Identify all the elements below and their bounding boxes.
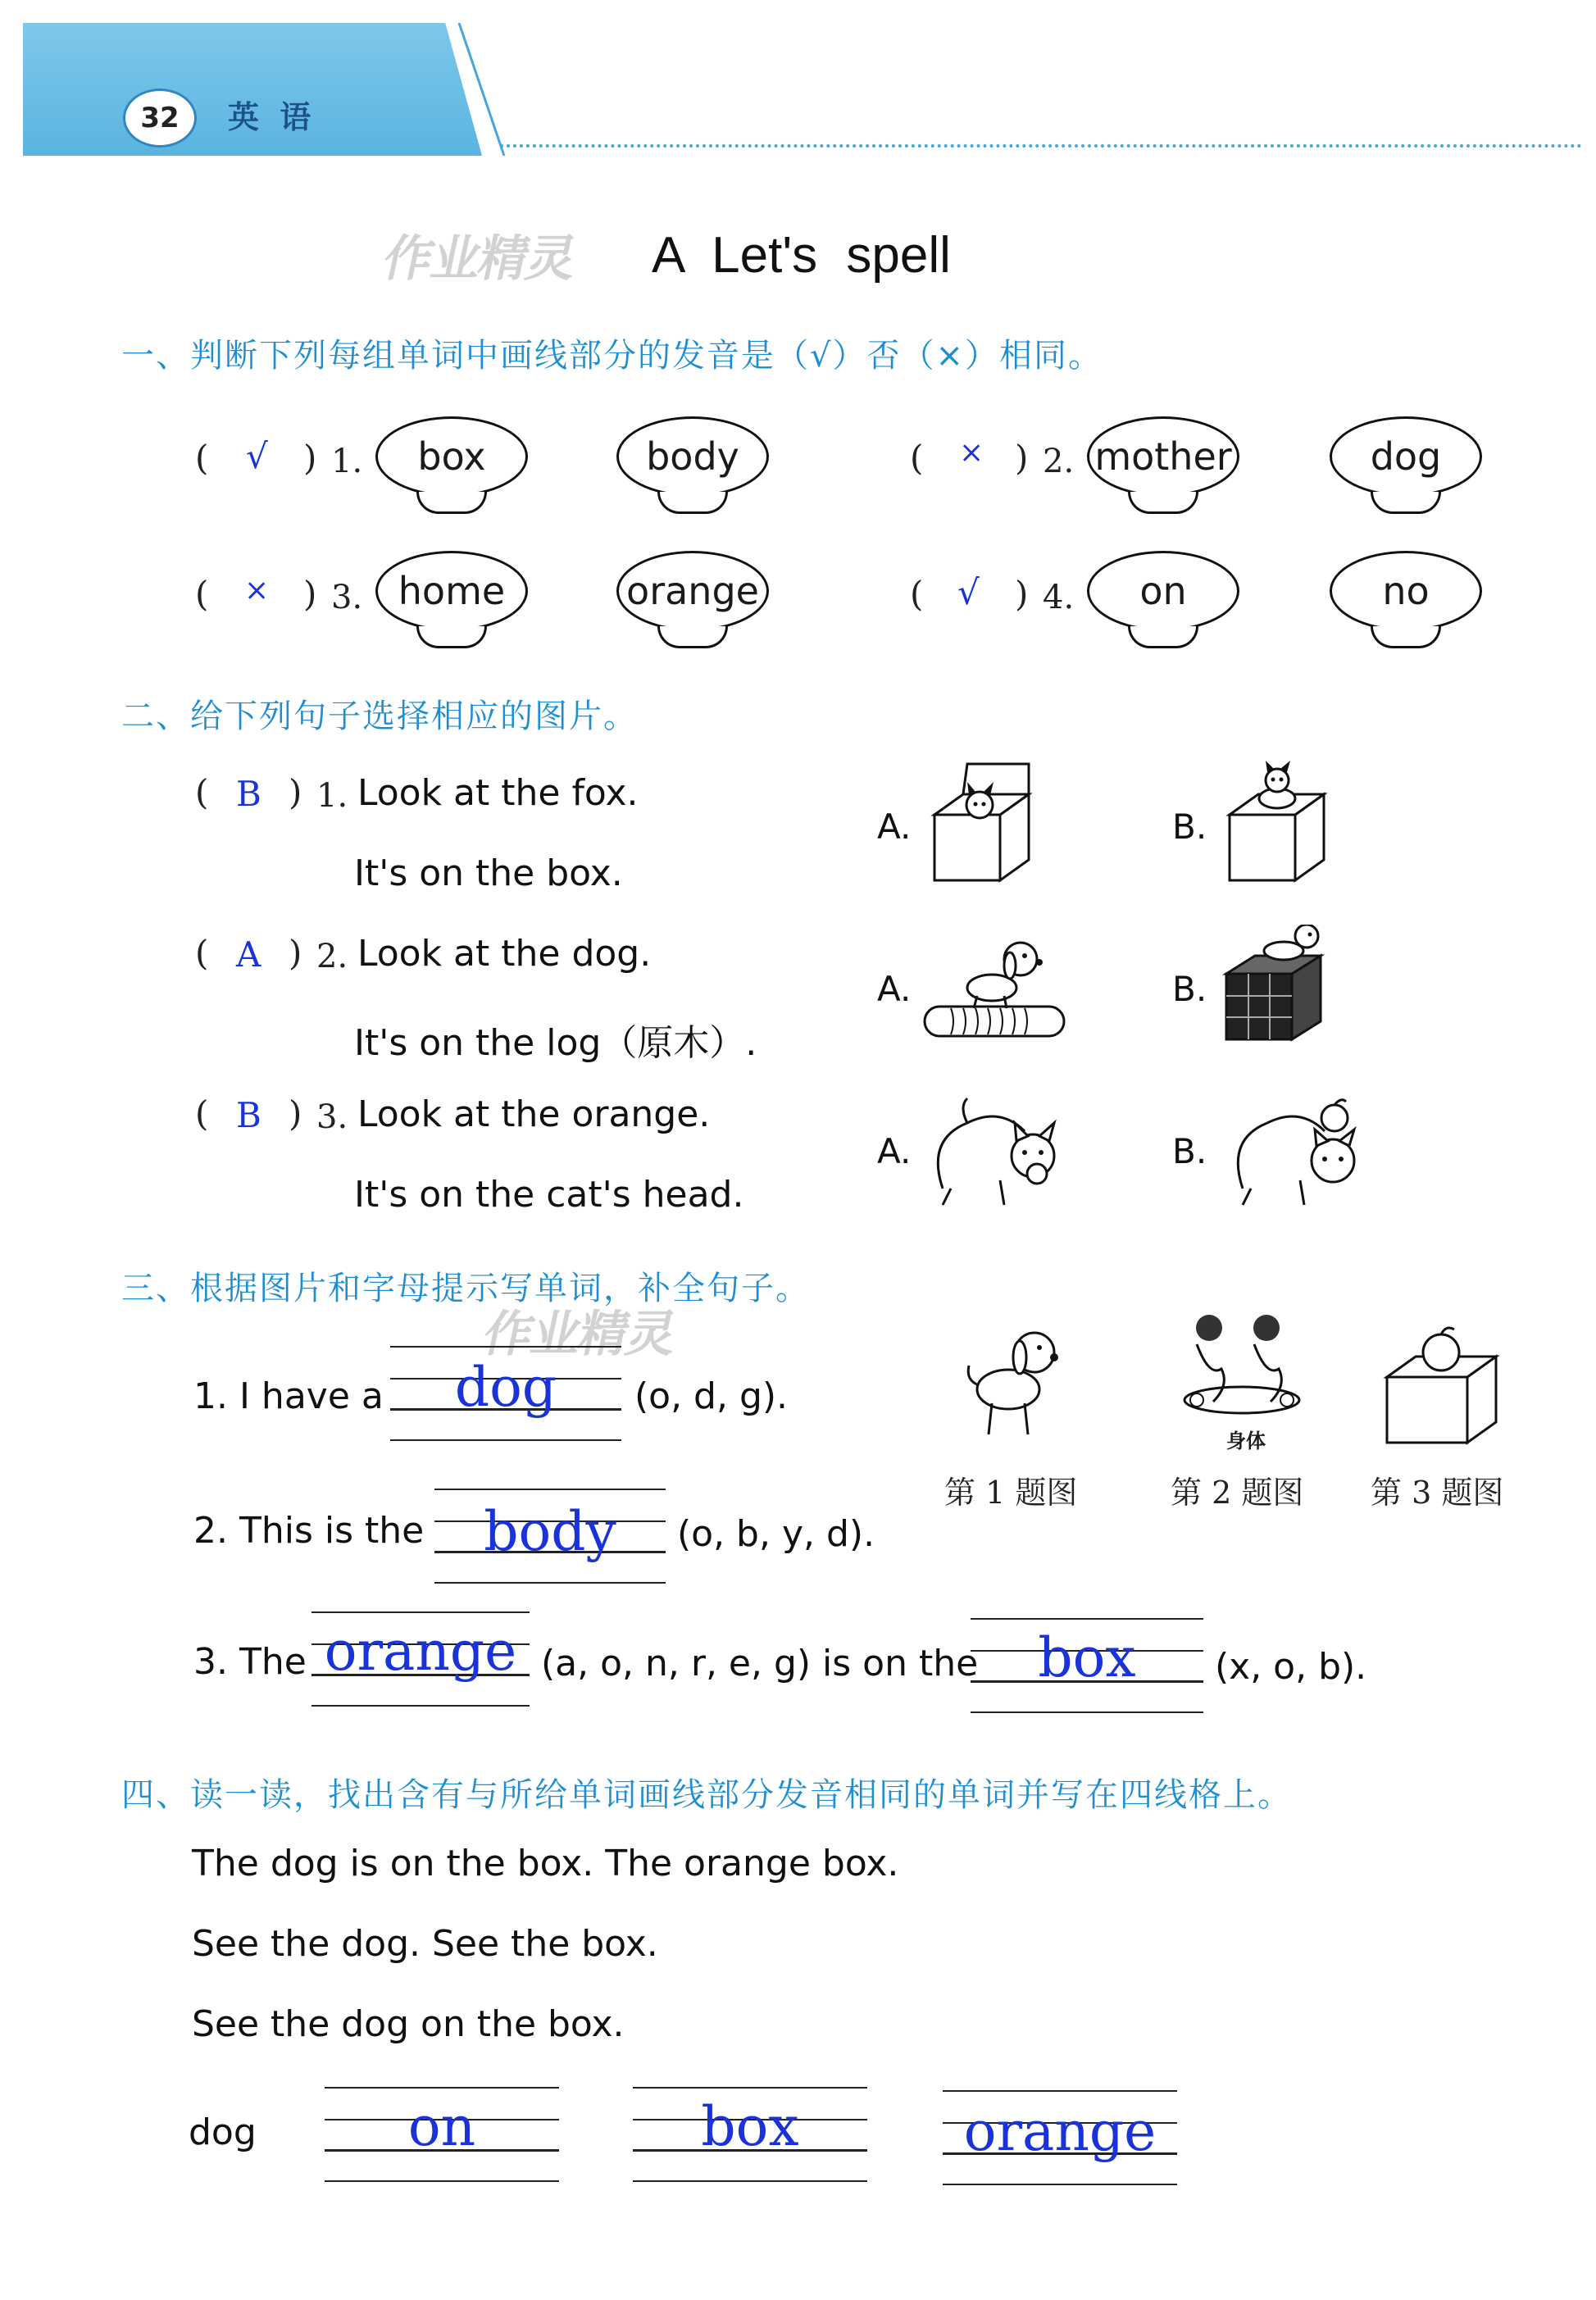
- answer-word: orange: [324, 1620, 517, 1683]
- cat-orange-head-picture: [1218, 1090, 1374, 1213]
- option-a-label: A.: [877, 1131, 912, 1171]
- answer-mark: ×: [244, 574, 270, 607]
- answer-paren: ): [303, 574, 317, 614]
- answer-paren: (: [910, 438, 924, 478]
- answer-word: body: [484, 1500, 616, 1563]
- page-number: 32: [123, 89, 197, 148]
- word: home: [398, 569, 506, 613]
- option-a-label: A.: [877, 969, 912, 1009]
- sentence: Look at the dog.: [357, 933, 652, 975]
- section-1-heading: 一、判断下列每组单词中画线部分的发音是（√）否（×）相同。: [121, 337, 1103, 375]
- answer-letter: B: [236, 774, 261, 814]
- answer-letter: B: [236, 1095, 261, 1135]
- item-number: 3.: [316, 1098, 348, 1136]
- answer-paren: ): [303, 438, 317, 478]
- answer-paren: (: [910, 574, 924, 614]
- children-picture: [1164, 1303, 1328, 1434]
- sentence: It's on the log（原木）.: [354, 1022, 757, 1064]
- header-dotted-rule: [500, 144, 1582, 148]
- word-bubble-orange: [616, 551, 769, 648]
- item-number: 1.: [316, 777, 348, 815]
- answer-paren: ): [289, 933, 302, 973]
- sentence-prefix: 3. The: [193, 1641, 307, 1683]
- dog-on-log-picture: [918, 926, 1074, 1049]
- answer-paren: (: [195, 1093, 209, 1134]
- word: box: [417, 434, 486, 479]
- word: body: [646, 434, 739, 479]
- item-number: 1.: [331, 443, 363, 480]
- answer-paren: ): [1015, 574, 1029, 614]
- word-bubble-home: [375, 551, 528, 648]
- word: mother: [1094, 434, 1232, 479]
- answer-letter: A: [236, 934, 261, 975]
- answer-paren: ): [289, 772, 302, 812]
- watermark: 作业精灵: [478, 1306, 681, 1363]
- option-a-label: A.: [877, 807, 912, 847]
- passage-line: See the dog on the box.: [192, 2003, 625, 2045]
- answer-paren: ): [289, 1093, 302, 1134]
- picture-label: 身体: [1226, 1430, 1266, 1452]
- answer-mark: √: [246, 436, 268, 476]
- section-2-heading: 二、给下列句子选择相应的图片。: [121, 698, 638, 735]
- word: on: [1139, 569, 1187, 613]
- letter-hint: (x, o, b).: [1215, 1646, 1367, 1688]
- word-bubble-dog: [1330, 416, 1482, 514]
- option-b-label: B.: [1172, 1131, 1207, 1171]
- section-3-heading: 三、根据图片和字母提示写单词，补全句子。: [121, 1270, 810, 1307]
- answer-paren: (: [195, 933, 209, 973]
- fox-in-box-picture: [918, 757, 1041, 889]
- page-title: A Let's spell: [652, 227, 951, 284]
- item-number: 4.: [1043, 579, 1075, 616]
- fox-on-box-picture: [1213, 757, 1336, 889]
- dog-on-cube-picture: [1218, 925, 1341, 1056]
- answer-word: on: [407, 2095, 476, 2158]
- cat-orange-mouth-picture: [918, 1090, 1074, 1213]
- word: no: [1382, 569, 1430, 613]
- word-bubble-on: [1087, 551, 1239, 648]
- answer-mark: √: [957, 572, 980, 612]
- sentence-prefix: 1. I have a: [193, 1375, 384, 1417]
- sentence: Look at the fox.: [357, 772, 639, 814]
- letter-hint: (o, d, g).: [634, 1375, 789, 1417]
- letter-hint: (o, b, y, d).: [677, 1513, 875, 1555]
- sentence-prefix: 2. This is the: [193, 1510, 425, 1552]
- answer-paren: ): [1015, 438, 1029, 478]
- word-bubble-body: [616, 416, 769, 514]
- option-b-label: B.: [1172, 807, 1207, 847]
- passage-line: The dog is on the box. The orange box.: [192, 1843, 899, 1884]
- sentence: It's on the box.: [354, 852, 623, 894]
- letter-hint: (a, o, n, r, e, g) is on the: [541, 1643, 979, 1684]
- item-number: 2.: [1043, 443, 1075, 480]
- answer-paren: (: [195, 438, 209, 478]
- answer-word: box: [701, 2095, 799, 2158]
- word: orange: [626, 569, 759, 613]
- word: dog: [1370, 434, 1442, 479]
- picture-caption: 第 1 题图: [944, 1475, 1078, 1511]
- watermark: 作业精灵: [378, 230, 581, 288]
- subject-label: 英 语: [228, 98, 316, 135]
- item-number: 3.: [331, 579, 363, 616]
- section-4-heading: 四、读一读，找出含有与所给单词画线部分发音相同的单词并写在四线格上。: [121, 1776, 1292, 1814]
- answer-word: dog: [454, 1356, 557, 1419]
- header-slash: [443, 23, 516, 156]
- given-word: dog: [189, 2111, 257, 2153]
- orange-on-box-picture: [1377, 1320, 1508, 1451]
- word-bubble-box: [375, 416, 528, 514]
- answer-paren: (: [195, 772, 209, 812]
- answer-paren: (: [195, 574, 209, 614]
- passage-line: See the dog. See the box.: [192, 1923, 658, 1965]
- answer-mark: ×: [959, 436, 984, 470]
- dog-picture: [959, 1311, 1074, 1443]
- sentence: It's on the cat's head.: [354, 1174, 744, 1216]
- picture-caption: 第 2 题图: [1171, 1475, 1304, 1511]
- answer-word: orange: [963, 2100, 1157, 2163]
- answer-word: box: [1038, 1626, 1136, 1689]
- picture-caption: 第 3 题图: [1371, 1475, 1504, 1511]
- word-bubble-no: [1330, 551, 1482, 648]
- option-b-label: B.: [1172, 969, 1207, 1009]
- item-number: 2.: [316, 938, 348, 975]
- sentence: Look at the orange.: [357, 1093, 711, 1135]
- word-bubble-mother: [1087, 416, 1239, 514]
